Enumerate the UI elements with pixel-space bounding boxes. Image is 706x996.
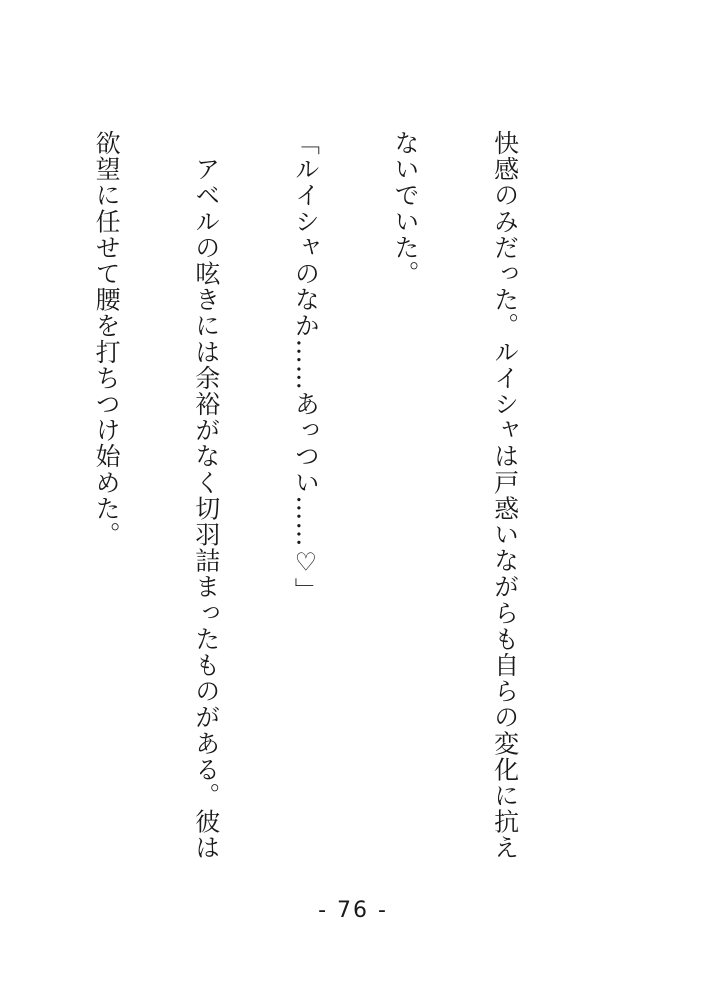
text-line: 快感のみだった。ルイシャは戸惑いながらも自らの変化に抗え [490,130,520,861]
text-line: アベルの呟きには余裕がなく切羽詰まったものがある。彼は [191,130,221,861]
vertical-text-body [92,130,588,870]
text-line: 「ルイシャのなか……あっつい……♡」 [291,130,321,604]
text-line: 欲望に任せて腰を打ちつけ始めた。 [92,130,122,548]
text-line: ないでいた。 [390,130,420,287]
blank-line [0,130,24,870]
page-number: - 76 - [318,898,388,923]
